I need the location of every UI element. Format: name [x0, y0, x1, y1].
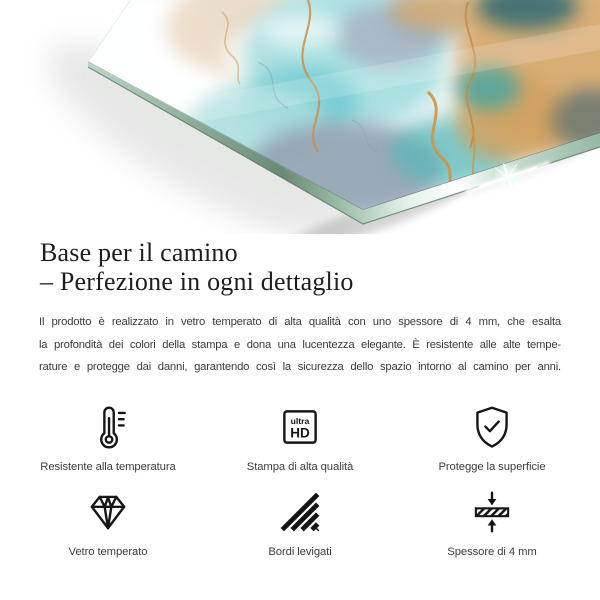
glass-panel-photo	[0, 0, 600, 234]
svg-text:HD: HD	[290, 424, 310, 440]
feature-surface-protection	[396, 402, 588, 473]
diamond-icon	[83, 487, 133, 537]
feature-thickness	[396, 487, 588, 558]
thermometer-icon	[83, 402, 133, 452]
title-line-1: Base per il camino	[40, 238, 238, 267]
page-title	[40, 238, 600, 296]
ultra-hd-icon	[275, 402, 325, 452]
feature-label: Stampa di alta qualità	[246, 460, 354, 473]
svg-text:ultra: ultra	[290, 415, 310, 426]
description-line: rature e protegge dai danni, garantendo così la sicurezza dello spazio intorno al camino per anni.	[39, 361, 561, 373]
feature-label: Bordi levigati	[268, 545, 332, 558]
polished-edges-icon	[275, 487, 325, 537]
feature-label: Spessore di 4 mm	[447, 545, 537, 558]
feature-label: Vetro temperato	[68, 545, 148, 558]
description-line: la profondità dei colori della stampa e dona una lucentezza elegante. È resistente alle alte tempe-	[39, 338, 561, 351]
thickness-4mm-icon	[467, 487, 517, 537]
feature-label: Protegge la superficie	[438, 460, 546, 473]
shield-check-icon	[467, 402, 517, 452]
feature-print-quality	[204, 402, 396, 473]
description-line: Il prodotto è realizzato in vetro temperato di alta qualità con uno spessore di 4 mm, che esalta	[39, 316, 561, 328]
product-image	[0, 0, 600, 234]
features-grid	[12, 402, 588, 558]
feature-temperature	[12, 402, 204, 473]
feature-tempered-glass	[12, 487, 204, 558]
feature-label: Resistente alla temperatura	[40, 460, 176, 473]
feature-polished-edges	[204, 487, 396, 558]
title-line-2: – Perfezione in ogni dettaglio	[40, 267, 354, 296]
product-description	[39, 311, 561, 379]
